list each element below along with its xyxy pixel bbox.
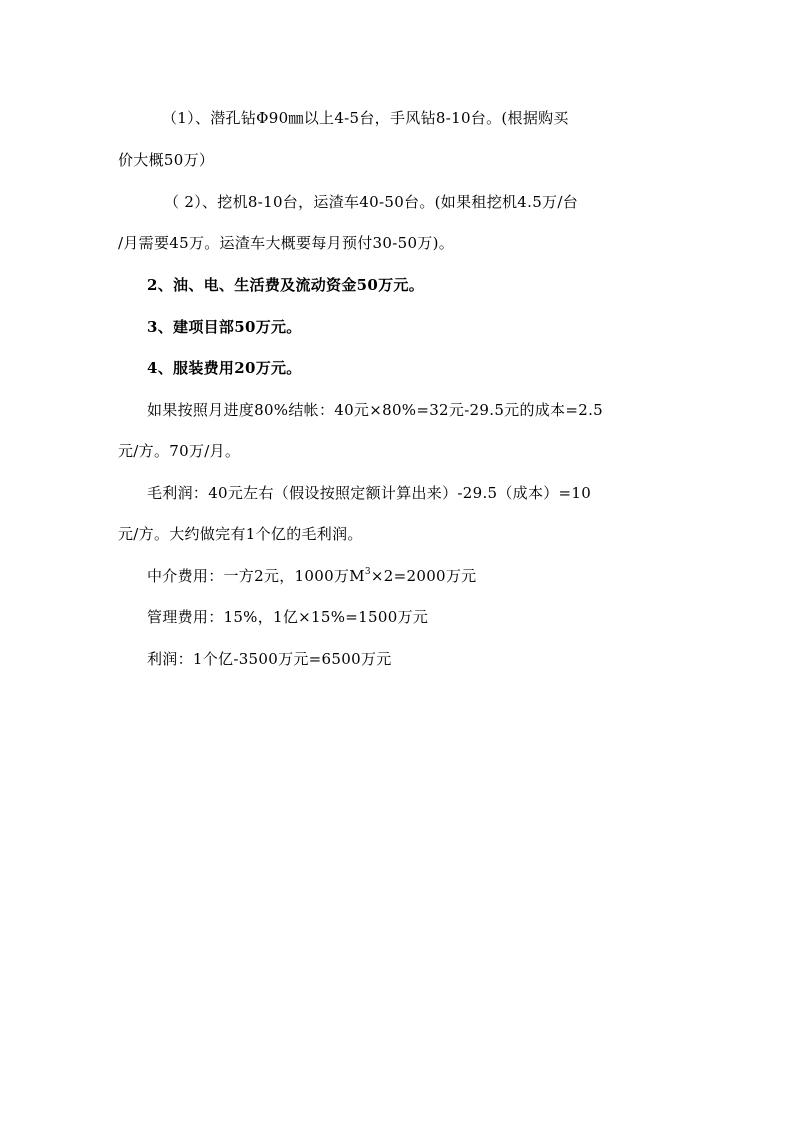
item-2-text: 2、油、电、生活费及流动资金50万元。 (147, 276, 425, 294)
equip-drill-line-2: 价大概50万） (118, 151, 215, 169)
management-fee-text: 管理费用：15%，1亿×15%=1500万元 (147, 608, 429, 626)
equip-excavator-line-2: /月需要45万。运渣车大概要每月预付30-50万)。 (118, 234, 455, 252)
agency-fee-line (147, 566, 476, 586)
item-4-text: 4、服装费用20万元。 (147, 359, 302, 377)
settlement-line-2: 元/方。70万/月。 (118, 442, 241, 460)
equip-drill-line-1: （1）、潜孔钻Φ90㎜以上4-5台，手风钻8-10台。(根据购买 (162, 109, 569, 127)
profit-text: 利润：1个亿-3500万元=6500万元 (147, 650, 392, 668)
cubic-superscript: 3 (364, 567, 371, 577)
settlement-line-1: 如果按照月进度80%结帐：40元×80%=32元-29.5元的成本=2.5 (147, 401, 603, 419)
gross-profit-line-2: 元/方。大约做完有1个亿的毛利润。 (118, 525, 363, 543)
agency-fee-text-part-1: 中介费用：一方2元，1000万M (147, 567, 365, 585)
agency-fee-text-part-2: ×2=2000万元 (370, 567, 477, 585)
item-3-text: 3、建项目部50万元。 (147, 318, 302, 336)
equip-excavator-line-1: （ 2）、挖机8-10台，运渣车40-50台。(如果租挖机4.5万/台 (164, 193, 579, 211)
gross-profit-line-1: 毛利润：40元左右（假设按照定额计算出来）-29.5（成本）=10 (147, 484, 592, 502)
